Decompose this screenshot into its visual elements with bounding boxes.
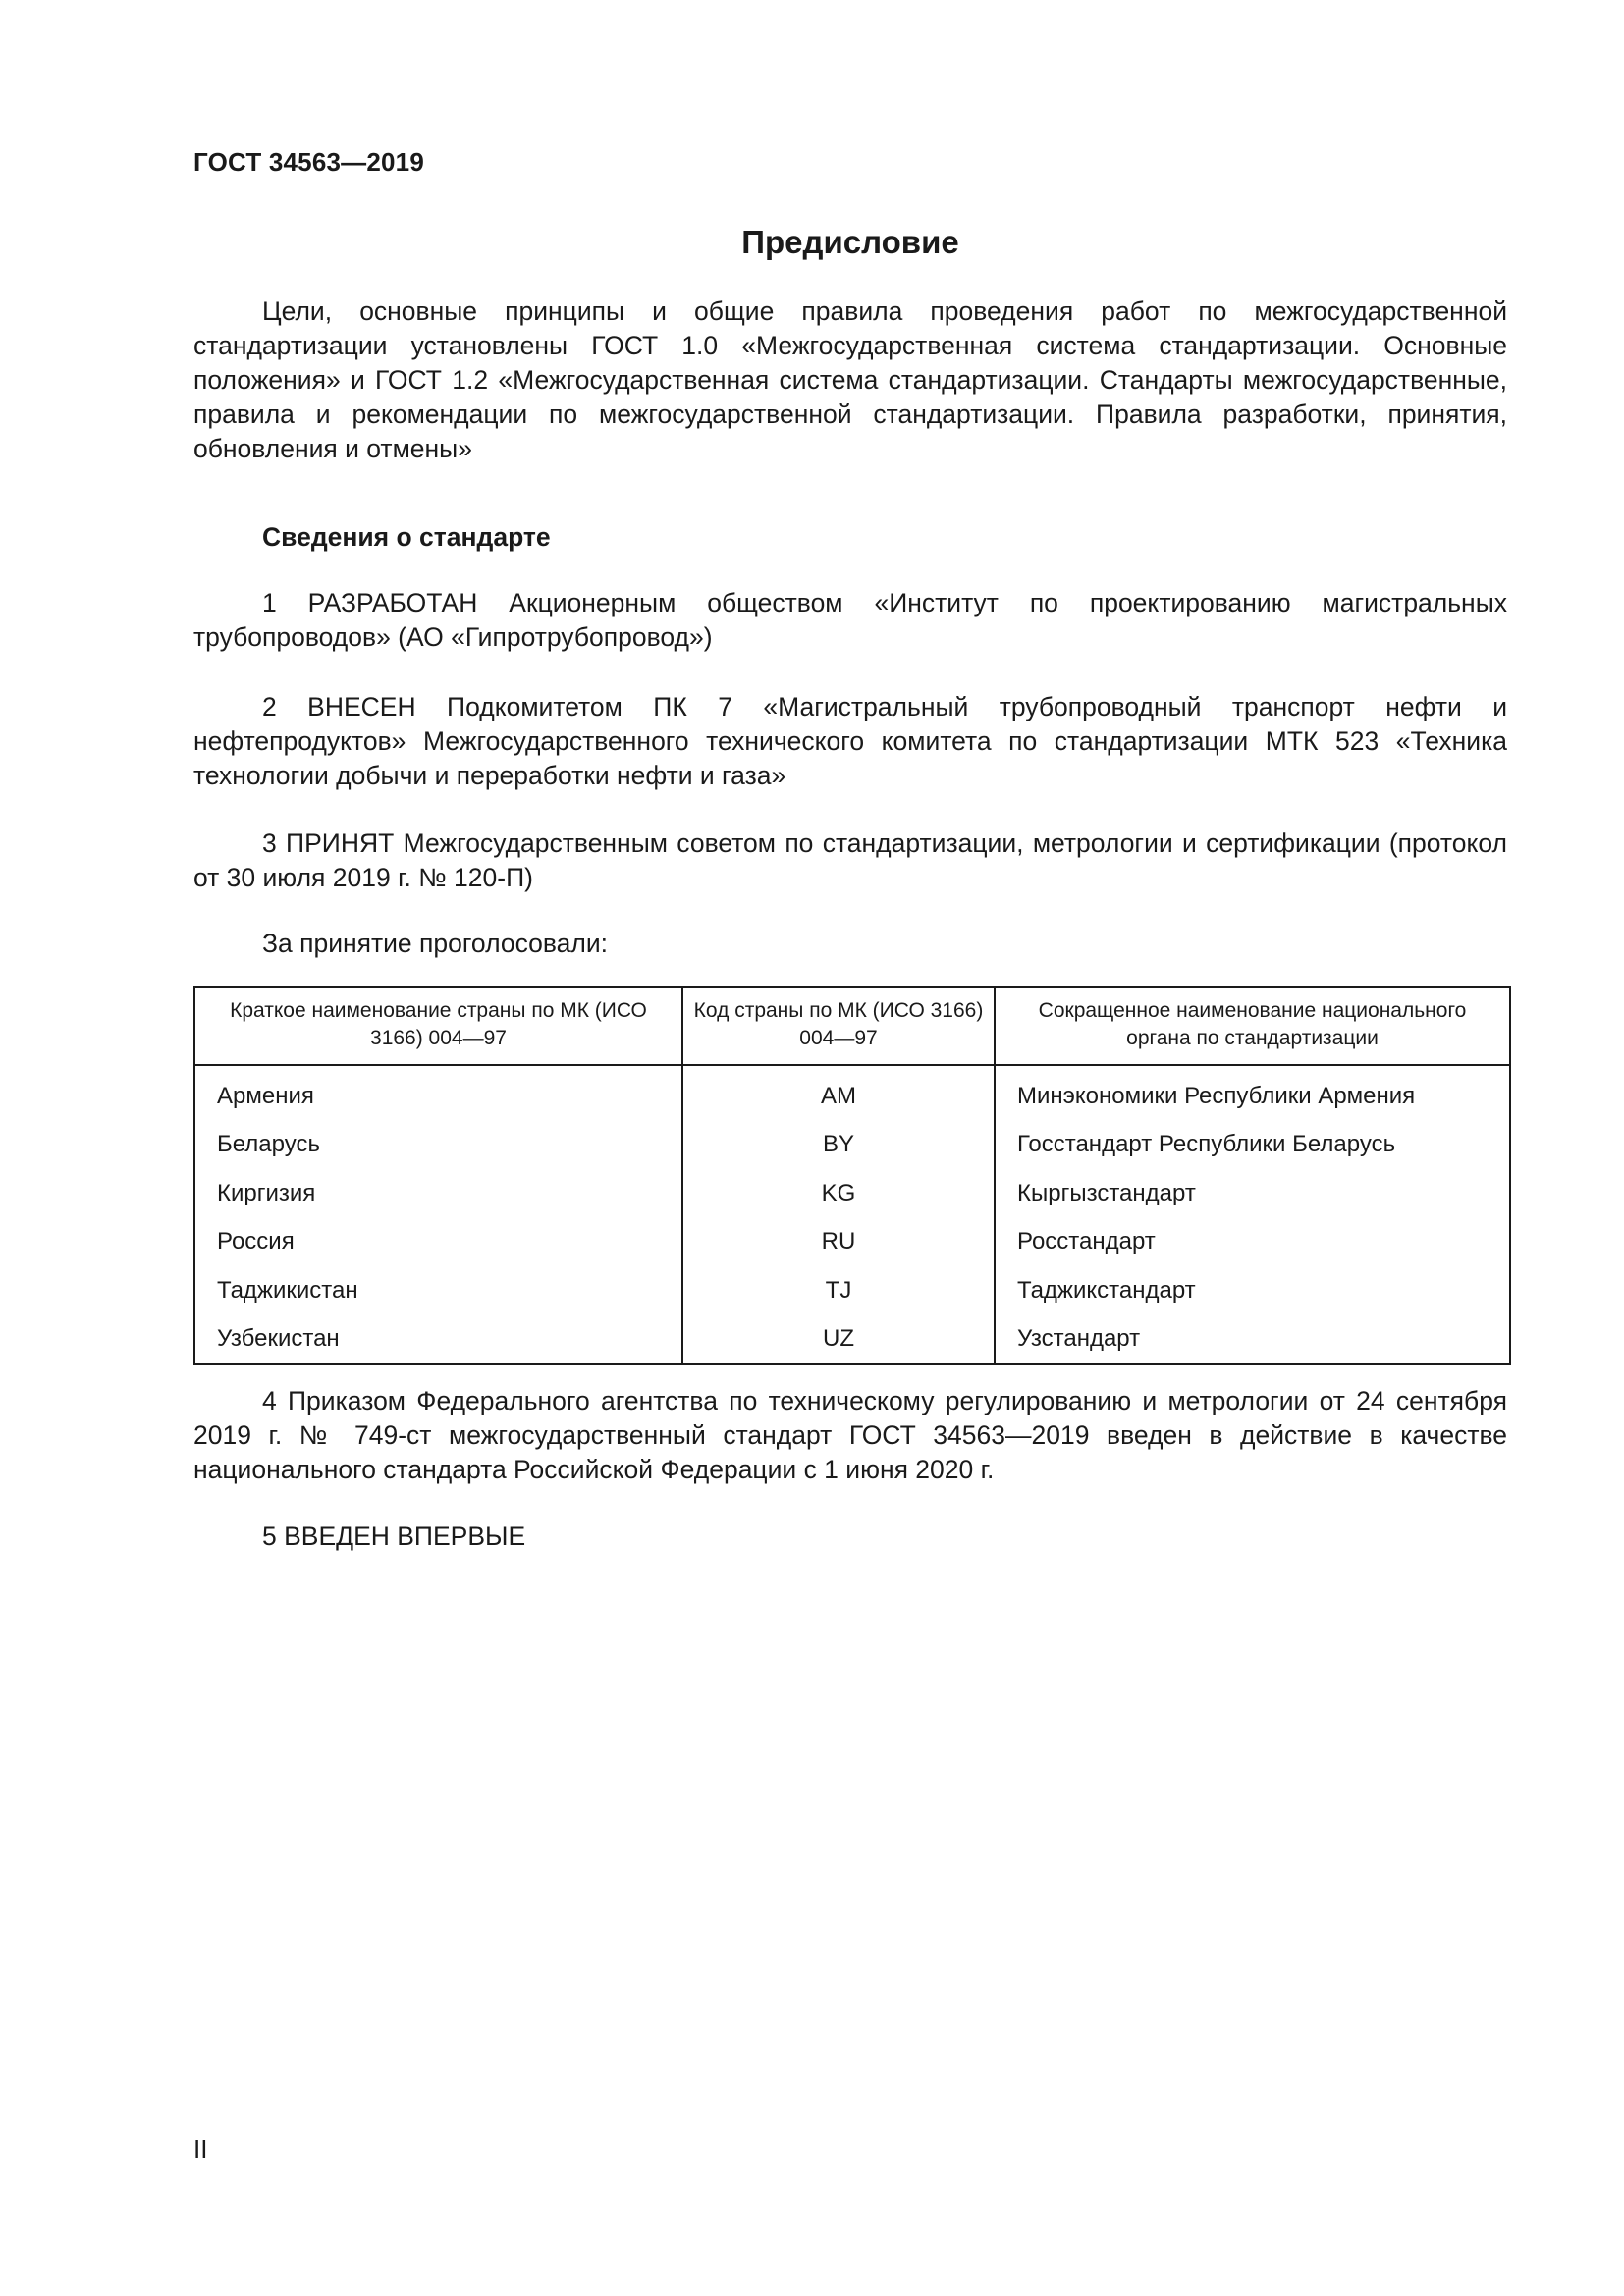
code-cell: UZ	[682, 1315, 995, 1365]
standards-body-cell: Кыргызстандарт	[995, 1169, 1510, 1218]
code-cell: RU	[682, 1218, 995, 1267]
votes-intro: За принятие проголосовали:	[262, 929, 609, 958]
standards-body-cell: Госстандарт Республики Беларусь	[995, 1121, 1510, 1170]
info-item-developed: 1 РАЗРАБОТАН Акционерным обществом «Институт по проектированию магистральных трубопроводов» (АО «Гипротрубопровод»)	[193, 588, 1507, 652]
standards-body-cell: Росстандарт	[995, 1218, 1510, 1267]
table-row	[194, 1266, 1510, 1315]
code-cell: AM	[682, 1065, 995, 1121]
country-cell: Беларусь	[194, 1121, 682, 1170]
table-header-row	[194, 987, 1510, 1065]
table-row	[194, 1218, 1510, 1267]
info-item-first-introduced: 5 ВВЕДЕН ВПЕРВЫЕ	[262, 1522, 526, 1551]
country-cell: Россия	[194, 1218, 682, 1267]
standards-body-cell: Узстандарт	[995, 1315, 1510, 1365]
standard-info-heading: Сведения о стандарте	[262, 522, 551, 552]
info-item-adopted: 3 ПРИНЯТ Межгосударственным советом по стандартизации, метрологии и сертификации (протокол от 30 июля 2019 г. № 120-П)	[193, 828, 1507, 892]
code-cell: KG	[682, 1169, 995, 1218]
info-item-submitted: 2 ВНЕСЕН Подкомитетом ПК 7 «Магистральный трубопроводный транспорт нефти и нефтепродуктов» Межгосударственного технического комитета по стандартизации МТК 523 «Техника технологии добычи и переработки нефти и газа»	[193, 692, 1507, 790]
code-cell: TJ	[682, 1266, 995, 1315]
country-cell: Армения	[194, 1065, 682, 1121]
header-country: Краткое наименование страны по МК (ИСО 3166) 004—97	[194, 987, 682, 1065]
code-cell: BY	[682, 1121, 995, 1170]
votes-table-wrapper	[193, 986, 1509, 1365]
standards-body-cell: Таджикстандарт	[995, 1266, 1510, 1315]
country-cell: Таджикистан	[194, 1266, 682, 1315]
votes-table	[193, 986, 1511, 1365]
preface-intro: Цели, основные принципы и общие правила проведения работ по межгосударственной стандартизации установлены ГОСТ 1.0 «Межгосударственная система стандартизации. Основные положения» и ГОСТ 1.2 «Межгосударственная система стандартизации. Стандарты межгосударственные, правила и рекомендации по межгосударственной стандартизации. Правила разработки, принятия, обновления и отмены»	[193, 296, 1507, 463]
document-code: ГОСТ 34563—2019	[193, 147, 424, 177]
table-row	[194, 1121, 1510, 1170]
header-standards-body: Сокращенное наименование национального органа по стандартизации	[995, 987, 1510, 1065]
table-row	[194, 1315, 1510, 1365]
table-row	[194, 1065, 1510, 1121]
country-cell: Киргизия	[194, 1169, 682, 1218]
table-row	[194, 1169, 1510, 1218]
page-title: Предисловие	[741, 224, 959, 260]
page-number: II	[193, 2134, 208, 2163]
header-code: Код страны по МК (ИСО 3166) 004—97	[682, 987, 995, 1065]
standards-body-cell: Минэкономики Республики Армения	[995, 1065, 1510, 1121]
country-cell: Узбекистан	[194, 1315, 682, 1365]
info-item-enacted: 4 Приказом Федерального агентства по техническому регулированию и метрологии от 24 сентября 2019 г. № 749-ст межгосударственный стандарт ГОСТ 34563—2019 введен в действие в качестве национального стандарта Российской Федерации с 1 июня 2020 г.	[193, 1386, 1507, 1484]
